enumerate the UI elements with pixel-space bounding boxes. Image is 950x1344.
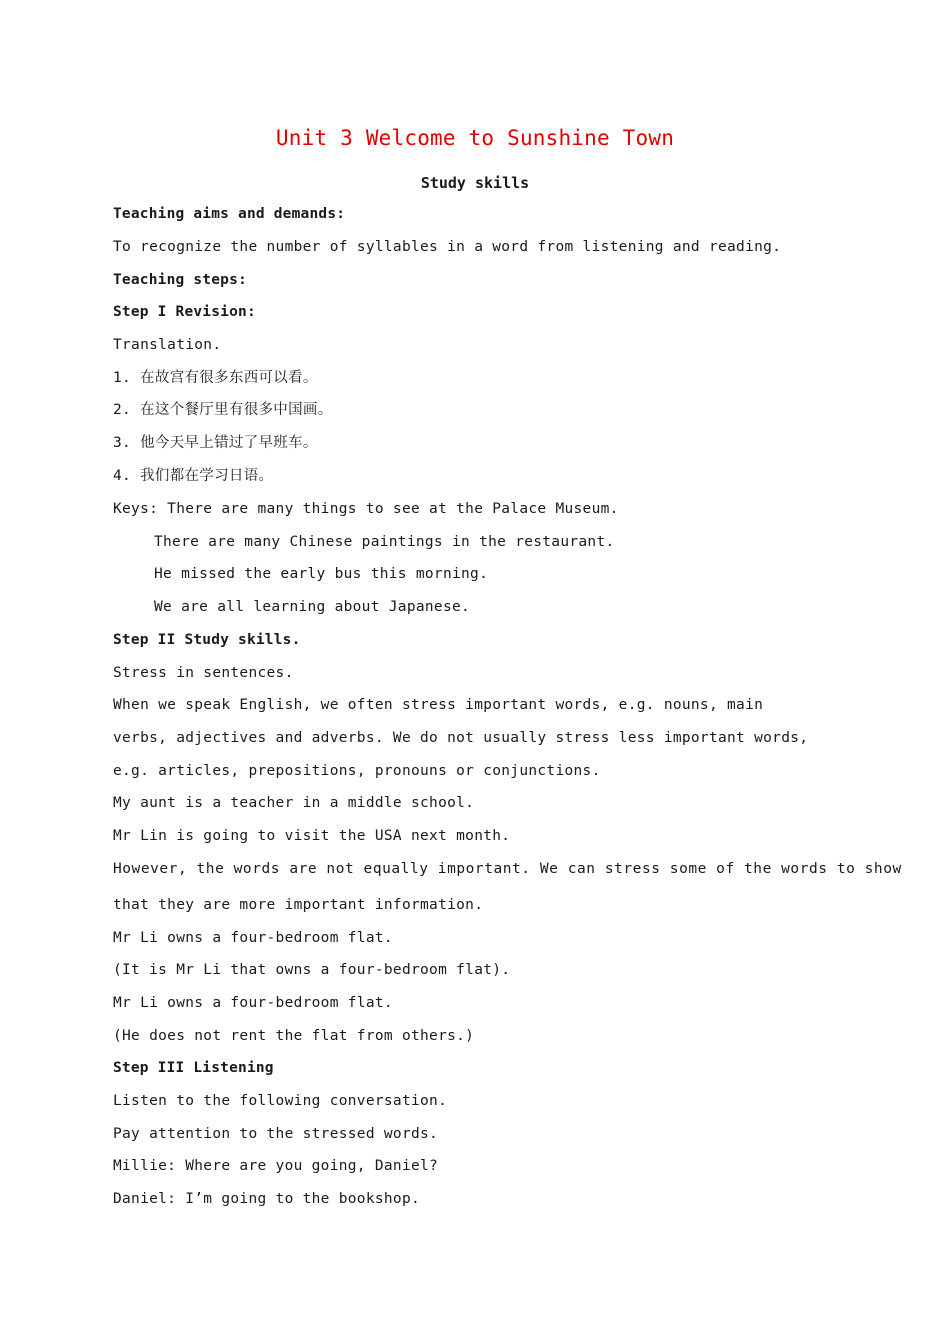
dialogue-line: Millie: Where are you going, Daniel? <box>113 1158 439 1174</box>
keys-line: Keys: There are many things to see at the Palace Museum. <box>113 501 619 517</box>
list-item: 1. 在故宫有很多东西可以看。 <box>113 370 318 386</box>
section-heading-aims: Teaching aims and demands: <box>113 206 346 222</box>
paragraph-line: Stress in sentences. <box>113 665 294 681</box>
paragraph-line: Listen to the following conversation. <box>113 1093 448 1109</box>
example-sentence: Mr Li owns a four-bedroom flat. <box>113 995 393 1011</box>
dialogue-line: Daniel: I’m going to the bookshop. <box>113 1191 421 1207</box>
example-sentence: Mr Lin is going to visit the USA next month. <box>113 828 511 844</box>
paragraph-line: Translation. <box>113 337 222 353</box>
paragraph-line: When we speak English, we often stress important words, e.g. nouns, main <box>113 697 764 713</box>
section-heading-steps: Teaching steps: <box>113 272 247 288</box>
page-title: Unit 3 Welcome to Sunshine Town <box>275 126 675 150</box>
paragraph-line: However, the words are not equally important. We can stress some of the words to show <box>113 861 902 877</box>
list-item: 3. 他今天早上错过了早班车。 <box>113 435 318 451</box>
example-note: (It is Mr Li that owns a four-bedroom flat). <box>113 962 511 978</box>
keys-line: There are many Chinese paintings in the restaurant. <box>154 534 615 550</box>
list-item: 2. 在这个餐厅里有很多中国画。 <box>113 402 333 418</box>
paragraph-line: Pay attention to the stressed words. <box>113 1126 439 1142</box>
step-heading-listening: Step III Listening <box>113 1060 274 1076</box>
keys-line: We are all learning about Japanese. <box>154 599 471 615</box>
paragraph-line: that they are more important information. <box>113 897 484 913</box>
example-sentence: My aunt is a teacher in a middle school. <box>113 795 475 811</box>
step-heading-study-skills: Step II Study skills. <box>113 632 301 648</box>
paragraph-line: e.g. articles, prepositions, pronouns or conjunctions. <box>113 763 601 779</box>
example-note: (He does not rent the flat from others.) <box>113 1028 475 1044</box>
paragraph-line: To recognize the number of syllables in a word from listening and reading. <box>113 239 782 255</box>
step-heading-revision: Step I Revision: <box>113 304 256 320</box>
paragraph-line: verbs, adjectives and adverbs. We do not usually stress less important words, <box>113 730 809 746</box>
page-subtitle: Study skills <box>420 174 530 192</box>
example-sentence: Mr Li owns a four-bedroom flat. <box>113 930 393 946</box>
list-item: 4. 我们都在学习日语。 <box>113 468 274 484</box>
keys-line: He missed the early bus this morning. <box>154 566 489 582</box>
